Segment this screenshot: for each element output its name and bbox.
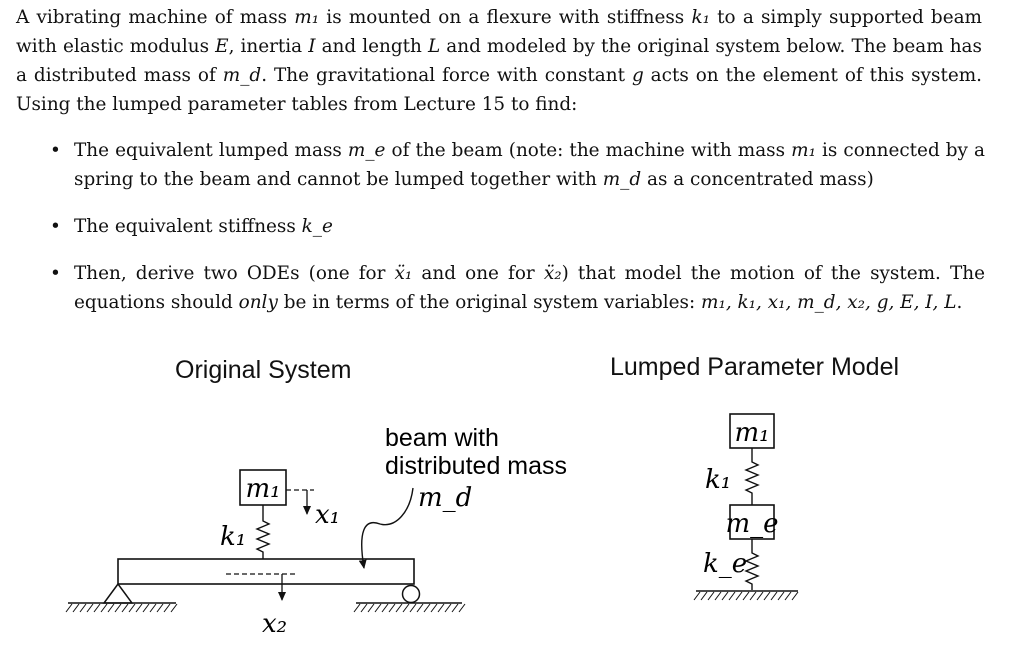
lumped-ke-label: k_e [703, 549, 748, 579]
bullet-dot-icon: • [50, 263, 61, 284]
lumped-ground-icon [694, 591, 798, 600]
lumped-me-label: m_e [725, 509, 779, 539]
l-symbol: L [427, 36, 441, 57]
bullet-dot-icon: • [50, 216, 61, 237]
intro-text: A vibrating machine of mass [16, 7, 295, 28]
g-symbol: g [631, 65, 644, 86]
intro-text: is mounted on a flexure with stiffness [319, 7, 692, 28]
lumped-m1-label: m₁ [734, 418, 770, 448]
original-system-caption: Original System [175, 356, 352, 384]
intro-text: and modeled by the original system below. The beam has a distributed mass of [16, 36, 982, 86]
intro-text: to a simply supported beam with elastic modulus [16, 7, 982, 57]
mass-m1-label: m₁ [245, 474, 281, 504]
k1-label: k₁ [220, 522, 247, 552]
lumped-spring-ke-icon [746, 539, 758, 590]
md-symbol: m_d [222, 65, 262, 86]
m1-symbol: m₁ [294, 7, 320, 28]
lumped-model-caption: Lumped Parameter Model [610, 353, 900, 381]
bullet-text: The equivalent lumped mass m_e of the beam (note: the machine with mass m₁ is connected by a spring to the beam and cannot be lumped together with m_d as a concentrated mass) [74, 140, 985, 190]
lumped-k1-label: k₁ [705, 465, 732, 495]
lumped-spring-k1-icon [746, 448, 758, 505]
x2-label: x₂ [262, 609, 288, 639]
bullet-dot-icon: • [50, 140, 61, 161]
intro-text: . The gravitational force with constant [261, 65, 632, 86]
beam-label-line2: distributed mass [385, 452, 568, 480]
intro-text: , inertia [228, 36, 309, 57]
md-label: m_d [418, 483, 473, 513]
bullet-text: Then, derive two ODEs (one for ẍ₁ and one for ẍ₂) that model the motion of the system. The equations should only be in terms of the original system variables: m₁, k₁, x₁, m_d, x₂, g, E, I, L. [74, 263, 986, 313]
intro-text: acts on the element of this system. Using the lumped parameter tables from Lecture 15 to find: [16, 65, 983, 115]
x1-label: x₁ [315, 500, 341, 530]
bullet-text: The equivalent stiffness k_e [74, 216, 333, 237]
beam-label-line1: beam with [385, 424, 499, 452]
e-symbol: E [215, 36, 229, 57]
k1-symbol: k₁ [691, 7, 710, 28]
i-symbol: I [308, 36, 316, 57]
intro-text: and length [315, 36, 428, 57]
